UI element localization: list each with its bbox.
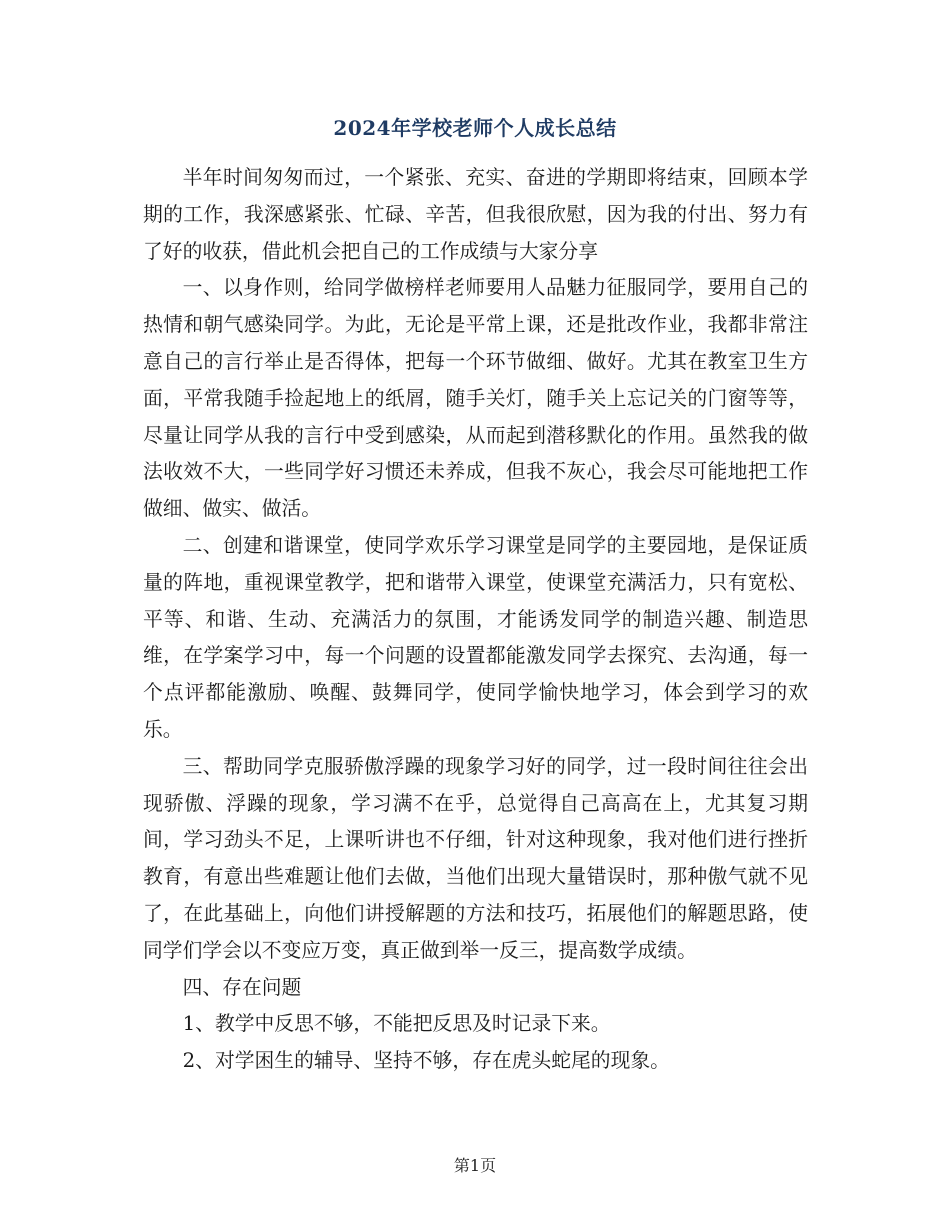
page-number: 第1页: [453, 1156, 497, 1175]
paragraph-issue-1: 1、教学中反思不够，不能把反思及时记录下来。: [182, 1012, 611, 1036]
paragraph-section-4-heading: 四、存在问题: [182, 975, 302, 999]
paragraph-intro: 半年时间匆匆而过，一个紧张、充实、奋进的学期即将结束，回顾本学期的工作，我深感紧张、忙碌、辛苦，但我很欣慰，因为我的付出、努力有了好的收获，借此机会把自己的工作成绩与大家分享: [143, 166, 808, 263]
paragraph-section-3: 三、帮助同学克服骄傲浮躁的现象学习好的同学，过一段时间往往会出现骄傲、浮躁的现象，学习满不在乎，总觉得自己高高在上，尤其复习期间，学习劲头不足，上课听讲也不仔细，针对这种现象，我对他们进行挫折教育，有意出些难题让他们去做，当他们出现大量错误时，那种傲气就不见了，在此基础上，向他们讲授解题的方法和技巧，拓展他们的解题思路，使同学们学会以不变应万变，真正做到举一反三，提高数学成绩。: [143, 754, 808, 962]
paragraph-section-1: 一、以身作则，给同学做榜样老师要用人品魅力征服同学，要用自己的热情和朝气感染同学。为此，无论是平常上课，还是批改作业，我都非常注意自己的言行举止是否得体，把每一个环节做细、做好。尤其在教室卫生方面，平常我随手捡起地上的纸屑，随手关灯，随手关上忘记关的门窗等等，尽量让同学从我的言行中受到感染，从而起到潜移默化的作用。虽然我的做法收效不大，一些同学好习惯还未养成，但我不灰心，我会尽可能地把工作做细、做实、做活。: [143, 276, 808, 521]
paragraph-section-2: 二、创建和谐课堂，使同学欢乐学习课堂是同学的主要园地，是保证质量的阵地，重视课堂教学，把和谐带入课堂，使课堂充满活力，只有宽松、平等、和谐、生动、充满活力的氛围，才能诱发同学的制造兴趣、制造思维，在学案学习中，每一个问题的设置都能激发同学去探究、去沟通，每一个点评都能激励、唤醒、鼓舞同学，使同学愉快地学习，体会到学习的欢乐。: [143, 533, 808, 741]
document-title: 2024年学校老师个人成长总结: [333, 116, 617, 140]
paragraph-issue-2: 2、对学困生的辅导、坚持不够，存在虎头蛇尾的现象。: [182, 1049, 670, 1073]
document-body: [143, 160, 808, 1080]
